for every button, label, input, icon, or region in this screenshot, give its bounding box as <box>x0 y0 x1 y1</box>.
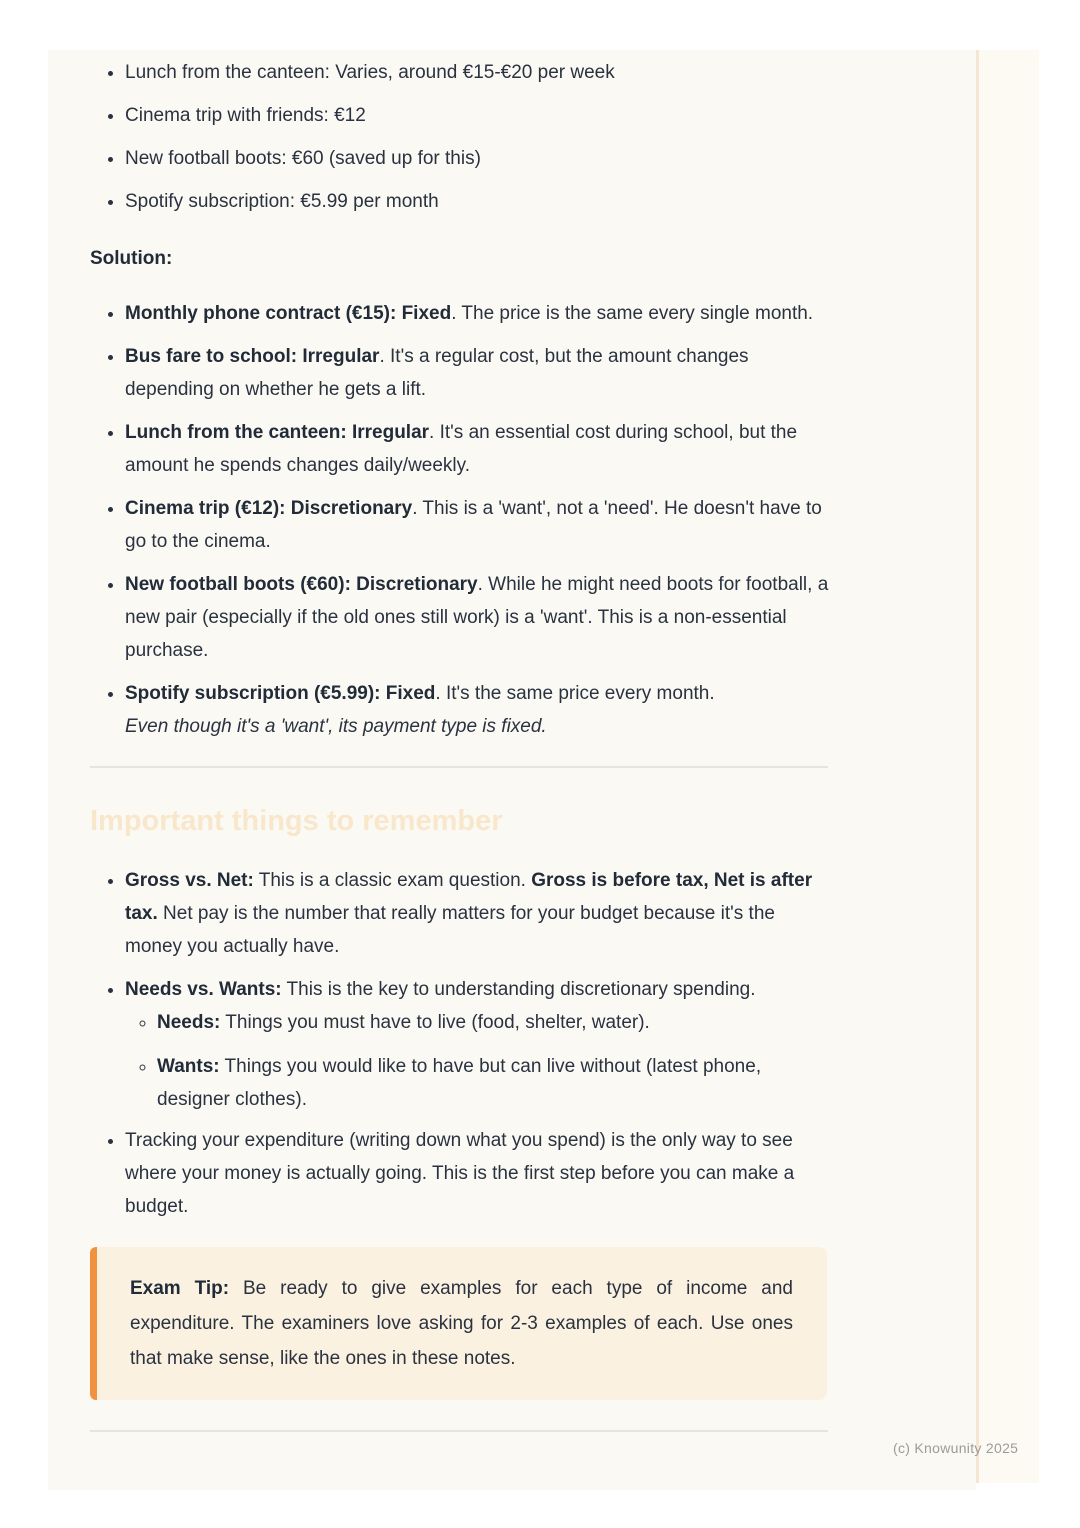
item-lead: New football boots (€60): Discretionary <box>125 574 478 595</box>
item-body: . The price is the same every single month. <box>451 303 814 324</box>
notes-document-card <box>48 50 976 1490</box>
item-lead: Monthly phone contract (€15): Fixed <box>125 303 452 324</box>
bottom-divider <box>90 1430 828 1432</box>
item-body: . While he might need boots for football, a new pair (especially if the old ones still work) is a 'want'. This is a non-essential purchase. <box>125 574 829 661</box>
remember-list <box>90 864 830 1223</box>
exam-tip-text <box>130 1271 793 1376</box>
list-item: • Lunch from the canteen: Varies, around €15-€20 per week <box>125 56 830 89</box>
solution-list <box>90 297 830 743</box>
list-item <box>125 340 830 406</box>
exam-tip-accent-bar <box>90 1247 97 1400</box>
list-item <box>125 973 830 1116</box>
next-page-edge <box>976 50 1039 1483</box>
item-lead: Needs vs. Wants: <box>125 979 282 1000</box>
list-item: • Cinema trip with friends: €12 <box>125 99 830 132</box>
list-item <box>125 492 830 558</box>
item-body: . It's a regular cost, but the amount changes depending on whether he gets a lift. <box>125 346 749 400</box>
item-body: This is the key to understanding discretionary spending. <box>281 979 756 1000</box>
list-item: • New football boots: €60 (saved up for this) <box>125 142 830 175</box>
item-bold-phrase: Gross is before tax, Net is after tax. <box>125 870 813 924</box>
item-italic-note: Even though it's a 'want', its payment type is fixed. <box>125 716 547 737</box>
item-lead: Wants: <box>157 1056 220 1077</box>
item-body: . It's the same price every month. <box>435 683 715 704</box>
list-item: • Spotify subscription: €5.99 per month <box>125 185 830 218</box>
needs-wants-sublist <box>125 1006 830 1116</box>
exam-tip-body: Be ready to give examples for each type of income and expenditure. The examiners love asking for 2-3 examples of each. Use ones that make sense, like the ones in these notes. <box>130 1278 793 1369</box>
solution-heading: Solution: <box>90 248 173 269</box>
list-item <box>157 1050 830 1116</box>
item-lead: Needs: <box>157 1012 221 1033</box>
item-lead: Spotify subscription (€5.99): Fixed <box>125 683 436 704</box>
item-body: Things you must have to live (food, shelter, water). <box>220 1012 650 1033</box>
item-body: Things you would like to have but can live without (latest phone, designer clothes). <box>157 1056 762 1110</box>
item-lead: Gross vs. Net: <box>125 870 254 891</box>
list-item <box>125 677 830 743</box>
list-item <box>125 864 830 963</box>
item-body: . It's an essential cost during school, but the amount he spends changes daily/weekly. <box>125 422 798 476</box>
item-body: . This is a 'want', not a 'need'. He doesn't have to go to the cinema. <box>125 498 822 552</box>
list-item <box>125 416 830 482</box>
list-item <box>125 297 830 330</box>
copyright-text: (c) Knowunity 2025 <box>893 1440 1019 1456</box>
expenses-list <box>90 56 830 218</box>
item-body: Net pay is the number that really matters for your budget because it's the money you actually have. <box>125 903 775 957</box>
exam-tip-callout <box>90 1247 827 1400</box>
item-lead: Lunch from the canteen: Irregular <box>125 422 430 443</box>
list-item <box>125 568 830 667</box>
list-item: • Tracking your expenditure (writing down what you spend) is the only way to see where your money is actually going. This is the first step before you can make a budget. <box>125 1124 830 1223</box>
list-item <box>157 1006 830 1039</box>
item-lead: Bus fare to school: Irregular <box>125 346 380 367</box>
document-content <box>90 50 830 1432</box>
item-lead: Cinema trip (€12): Discretionary <box>125 498 413 519</box>
section-divider <box>90 766 828 768</box>
section-heading: Important things to remember <box>90 805 503 837</box>
exam-tip-lead: Exam Tip: <box>130 1278 230 1299</box>
item-body: This is a classic exam question. <box>253 870 532 891</box>
